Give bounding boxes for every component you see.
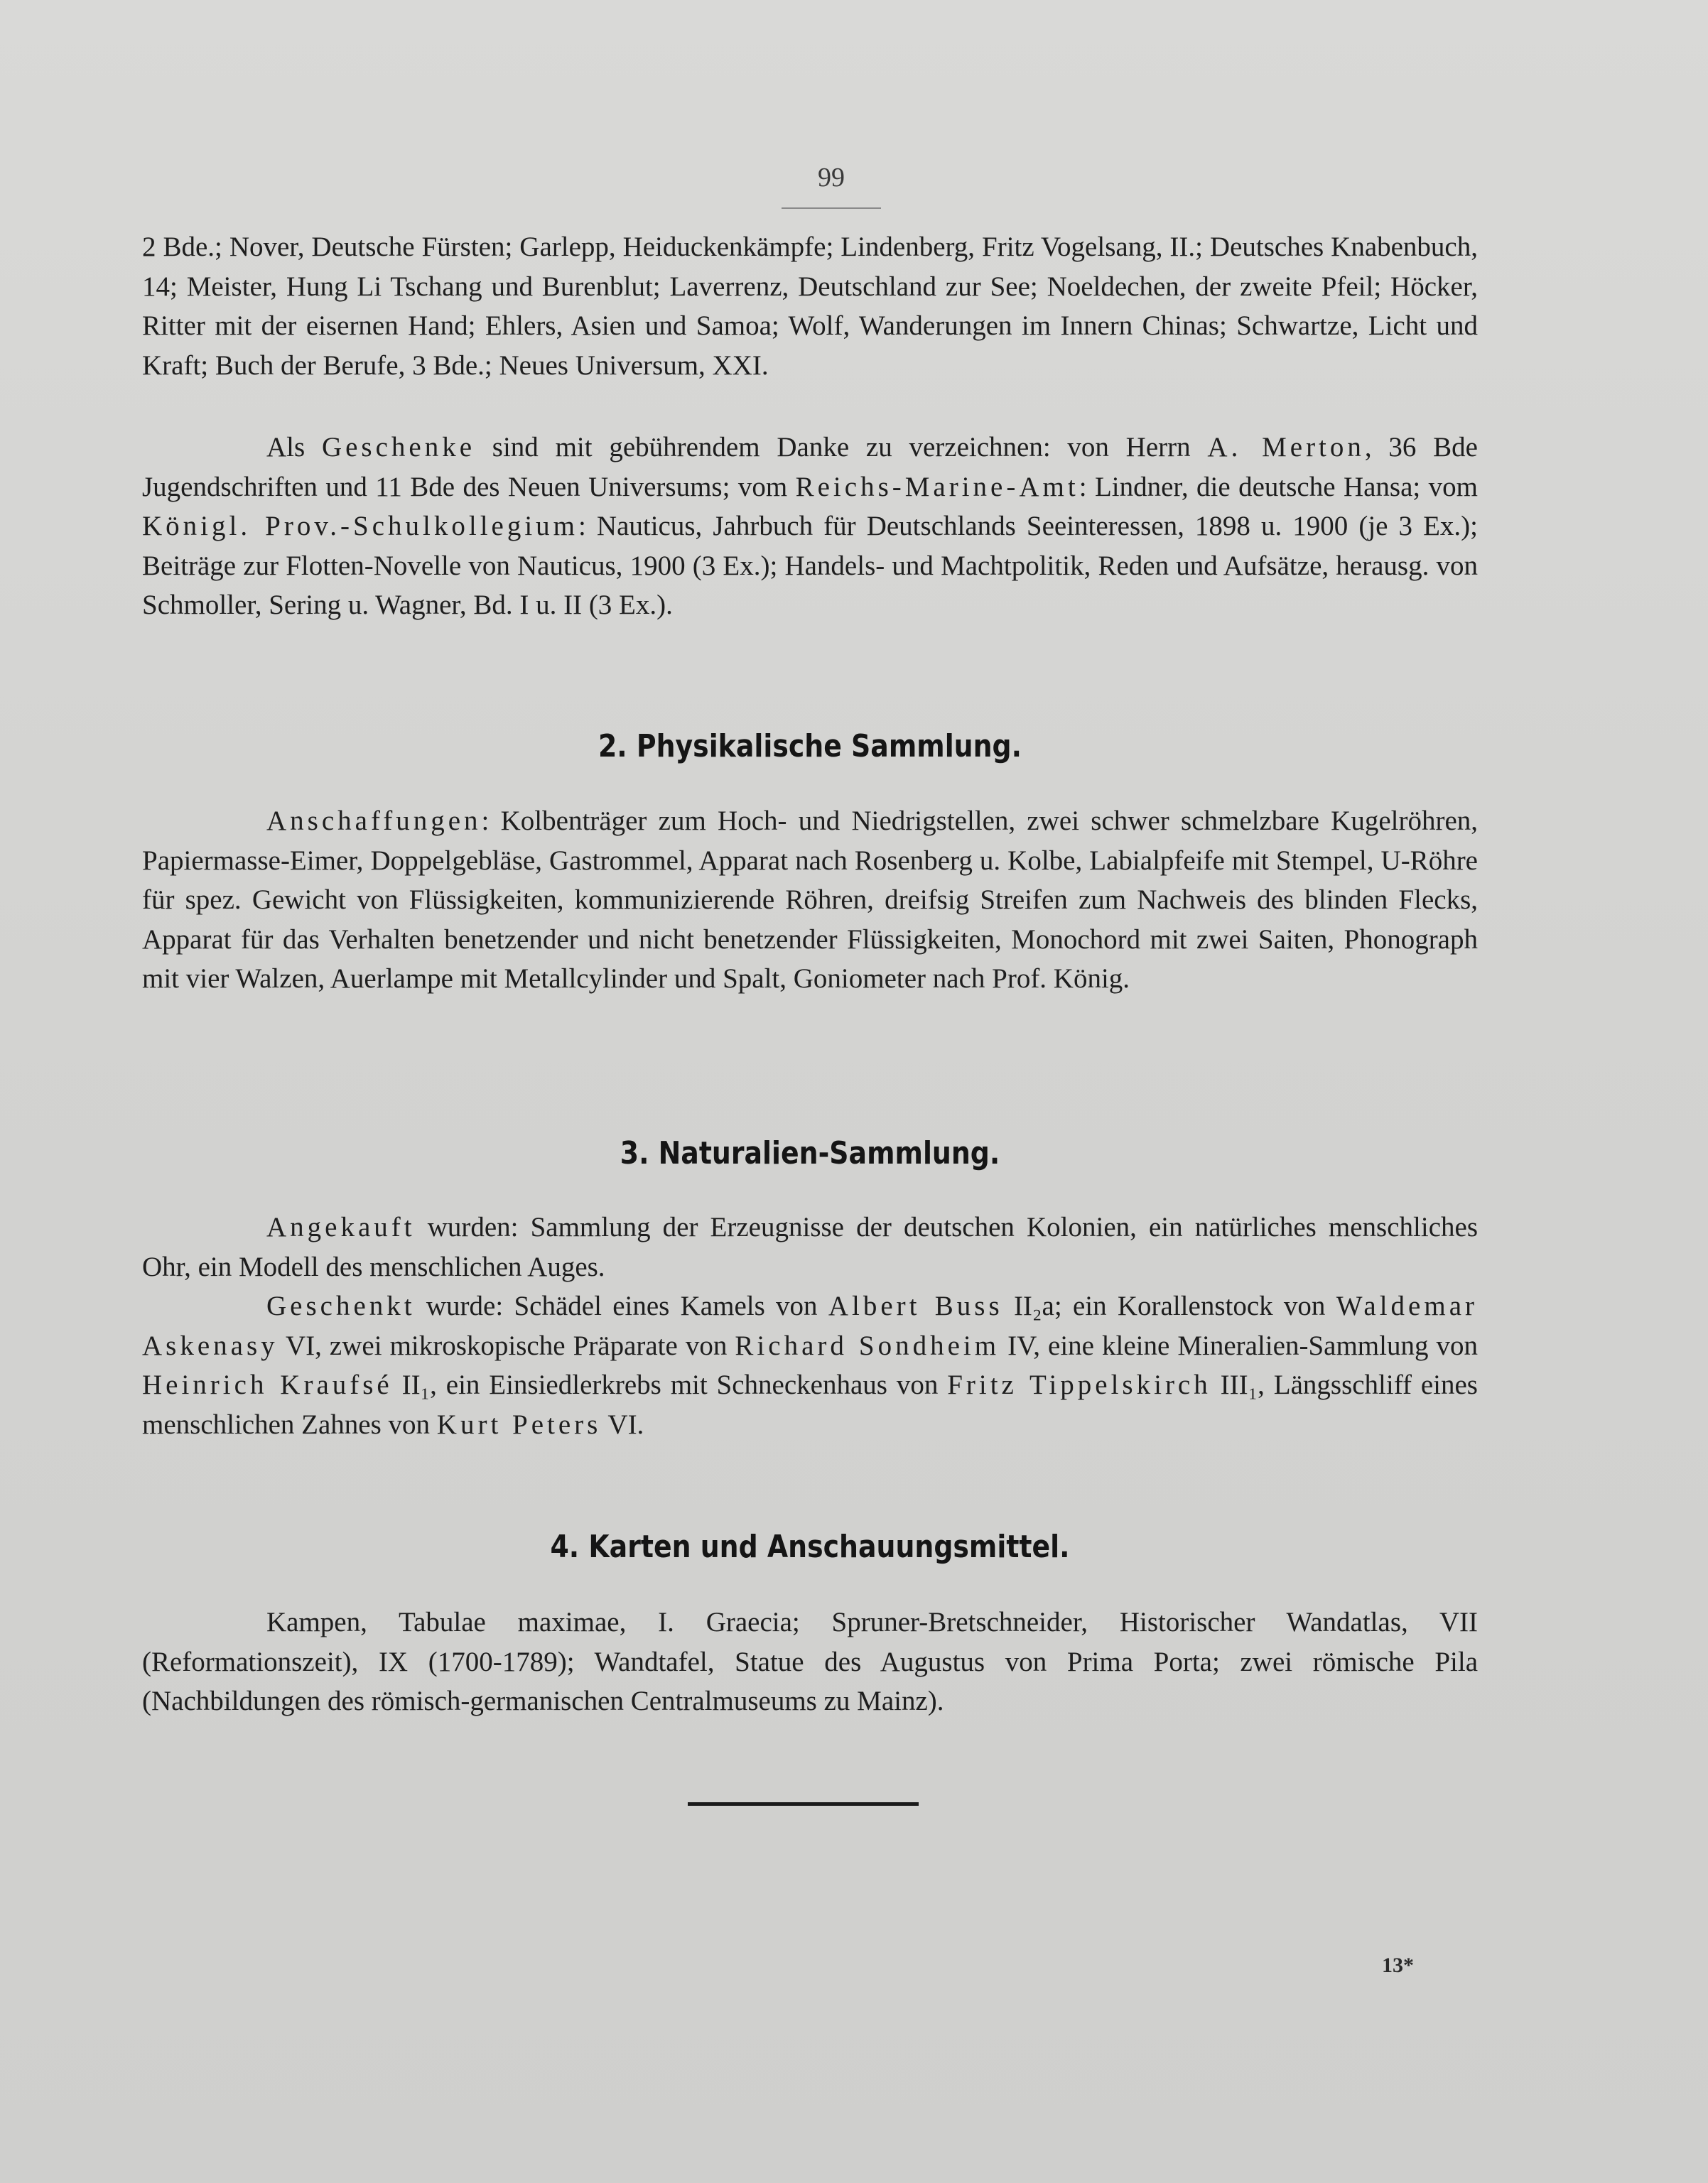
naturalien-text-5: II₁, ein Einsiedlerkrebs mit Schneckenhaus von <box>392 1370 948 1400</box>
paragraph-naturalien-bought <box>142 1208 1478 1286</box>
emphasis-angekauft: Angekauft <box>266 1212 416 1242</box>
page-number: 99 <box>818 163 845 193</box>
page-number-underline <box>782 207 881 209</box>
donor-kurt-peters: Kurt Peters <box>436 1409 602 1440</box>
emphasis-anschaffungen: Anschaffungen <box>266 806 482 836</box>
naturalien-text-7: VI. <box>601 1409 644 1440</box>
heading-physikalische-sammlung: 2. Physikalische Sammlung. <box>598 728 1022 764</box>
donor-waldemar-askenasy: Waldemar Askenasy <box>142 1291 1478 1361</box>
closing-rule <box>688 1802 919 1806</box>
naturalien-text-1: wurde: Schädel eines Kamels von <box>415 1291 828 1321</box>
gifts-emphasis-geschenke: Geschenke <box>321 432 476 462</box>
naturalien-text-6: III₁, Längsschliff eines menschlichen Zahnes von <box>142 1370 1478 1440</box>
paragraph-naturalien-gifts <box>142 1286 1478 1444</box>
donor-heinrich-kraufse: Heinrich Kraufsé <box>142 1370 393 1400</box>
donor-schulkollegium: Königl. Prov.-Schulkollegium <box>142 511 579 541</box>
paragraph-maps: Kampen, Tabulae maximae, I. Graecia; Spruner-Bretschneider, Historischer Wandatlas, VII (Reformationszeit), IX (1700-1789); Wandtafel, Statue des Augustus von Prima Porta; zwei römische Pila (Nachbildungen des römisch-germanischen Centralmuseums zu Mainz). <box>142 1607 1478 1716</box>
gifts-text-5: : Nauticus, Jahrbuch für Deutschlands Seeinteressen, 1898 u. 1900 (je 3 Ex.); Beiträge zur Flotten-Novelle von Nauticus, 1900 (3 Ex.); Handels- und Machtpolitik, Reden und Aufsätze, herausg. von Schmoller, Sering u. Wagner, Bd. I u. II (3 Ex.). <box>142 511 1478 620</box>
emphasis-geschenkt: Geschenkt <box>266 1291 416 1321</box>
sheet-signature: 13* <box>1382 1954 1414 1977</box>
paragraph-book-list: 2 Bde.; Nover, Deutsche Fürsten; Garlepp, Heiduckenkämpfe; Lindenberg, Fritz Vogelsang, II.; Deutsches Knabenbuch, 14; Meister, Hung Li Tschang und Burenblut; Laverrenz, Deutschland zur See; Noeldechen, der zweite Pfeil; Höcker, Ritter mit der eisernen Hand; Ehlers, Asien und Samoa; Wolf, Wanderungen im Innern Chinas; Schwartze, Licht und Kraft; Buch der Berufe, 3 Bde.; Neues Universum, XXI. <box>142 232 1478 381</box>
gifts-text-2: sind mit gebührendem Danke zu verzeichnen: von Herrn <box>475 432 1208 462</box>
naturalien-bought-text: wurden: Sammlung der Erzeugnisse der deutschen Kolonien, ein natürliches menschliches Ohr, ein Modell des menschlichen Auges. <box>142 1212 1478 1282</box>
donor-fritz-tippelskirch: Fritz Tippelskirch <box>947 1370 1211 1400</box>
heading-naturalien-sammlung: 3. Naturalien-Sammlung. <box>620 1135 1000 1171</box>
gifts-text-4: : Lindner, die deutsche Hansa; vom <box>1079 471 1478 502</box>
paragraph-gifts <box>142 428 1478 625</box>
physics-text: : Kolbenträger zum Hoch- und Niedrigstellen, zwei schwer schmelzbare Kugelröhren, Papiermasse-Eimer, Doppelgebläse, Gastrommel, Apparat nach Rosenberg u. Kolbe, Labialpfeife mit Stempel, U-Röhre für spez. Gewicht von Flüssigkeiten, kommunizierende Röhren, dreifsig Streifen zum Nachweis des blinden Flecks, Apparat für das Verhalten benetzender und nicht benetzender Flüssigkeiten, Monochord mit zwei Saiten, Phonograph mit vier Walzen, Auerlampe mit Metallcylinder und Spalt, Goniometer nach Prof. König. <box>142 806 1478 994</box>
naturalien-text-4: IV, eine kleine Mineralien-Sammlung von <box>1000 1330 1478 1361</box>
donor-richard-sondheim: Richard Sondheim <box>735 1330 1000 1361</box>
heading-karten-anschauungsmittel: 4. Karten und Anschauungsmittel. <box>550 1529 1070 1565</box>
gifts-text-3: , 36 Bde Jugendschriften und 11 Bde des Neuen Universums; vom <box>142 432 1478 502</box>
gifts-text-1: Als <box>266 432 322 462</box>
donor-albert-buss: Albert Buss <box>828 1291 1003 1321</box>
donor-merton: A. Merton <box>1207 432 1365 462</box>
naturalien-text-2: II₂a; ein Korallenstock von <box>1002 1291 1336 1321</box>
naturalien-text-3: VI, zwei mikroskopische Präparate von <box>278 1330 735 1361</box>
donor-reichs-marine-amt: Reichs-Marine-Amt <box>795 471 1079 502</box>
paragraph-physics-acquisitions <box>142 801 1478 999</box>
